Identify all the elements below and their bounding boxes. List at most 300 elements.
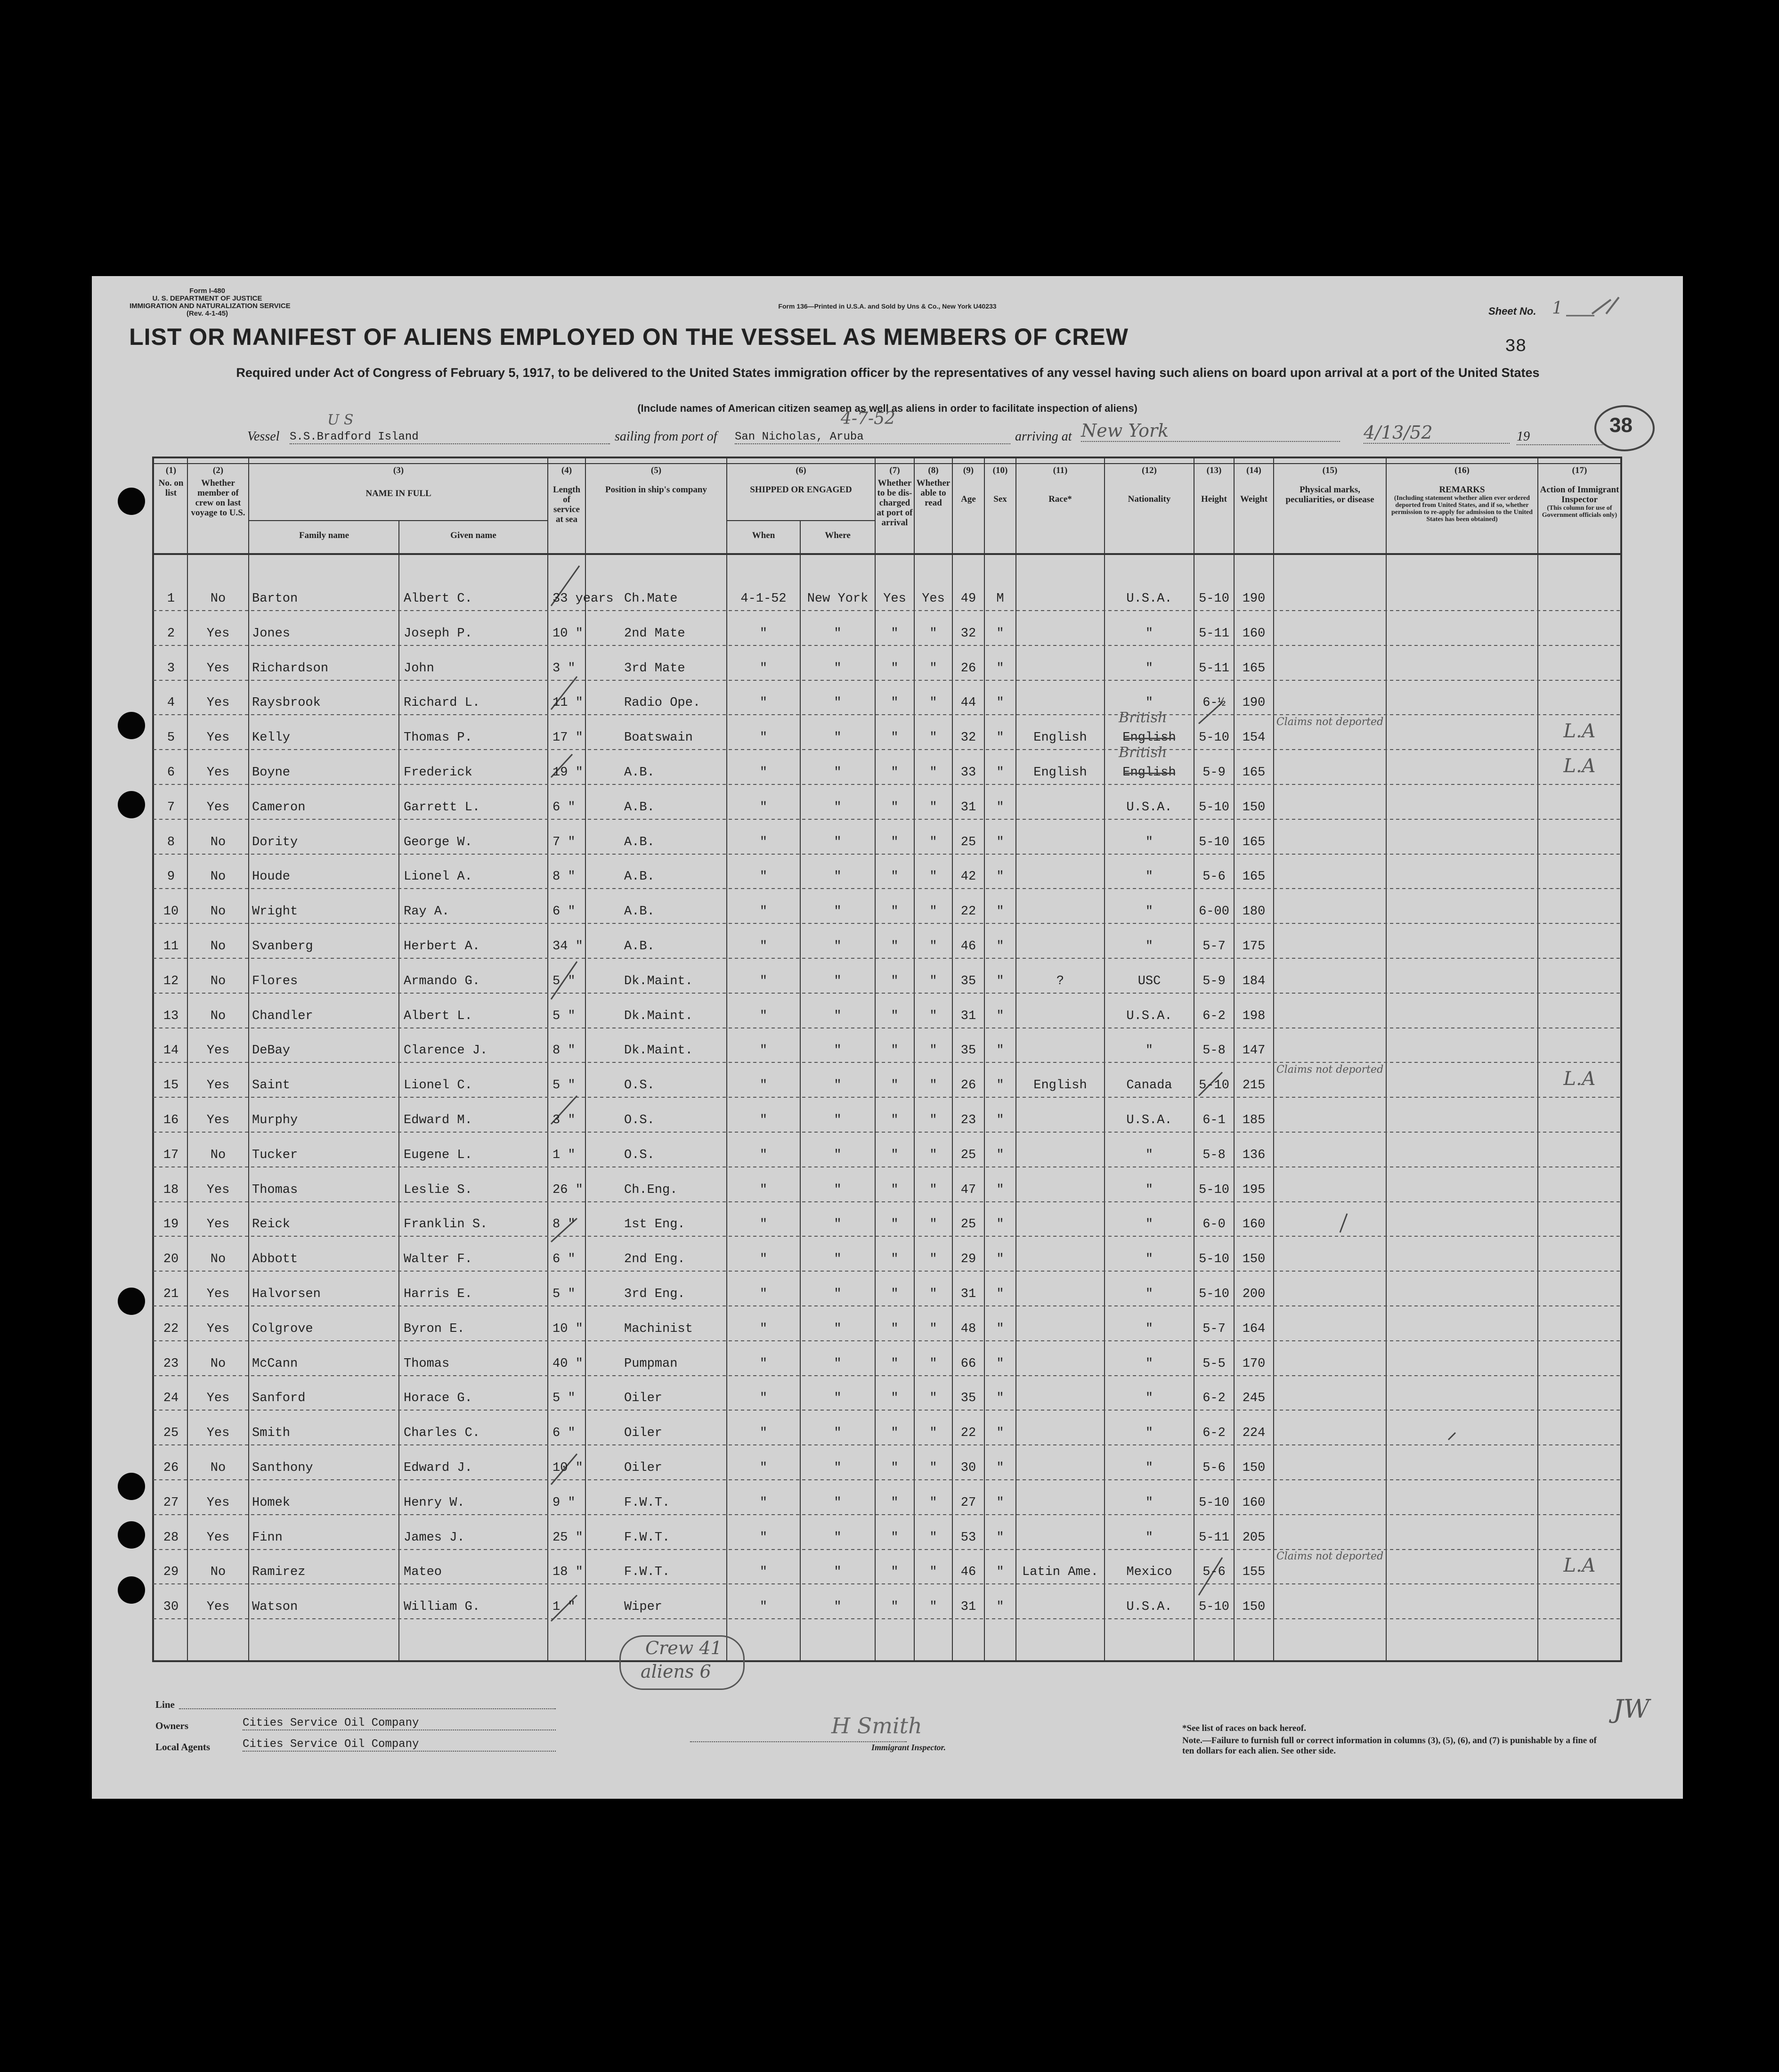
cell-shipped-when: " — [759, 1600, 768, 1615]
sailing-port: San Nicholas, Aruba — [735, 431, 1010, 444]
sailing-date-note: 4-7-52 — [841, 409, 895, 428]
cell-nationality: " — [1145, 696, 1154, 710]
cell-shipped-when: " — [759, 766, 768, 780]
cell-nationality: English — [1122, 731, 1176, 745]
cell-given-name: William G. — [404, 1600, 480, 1615]
cell-row-number: 22 — [163, 1322, 179, 1336]
cell-shipped-where: " — [834, 1217, 842, 1232]
cell-nationality: " — [1145, 1391, 1154, 1406]
cell-able-to-read: " — [929, 1426, 937, 1441]
cell-shipped-when: " — [759, 1044, 768, 1058]
fine-note: Note.—Failure to furnish full or correct information in columns (3), (5), (6), and (7) is punishable by a fine of ten dollars for each alien. See other side. — [1182, 1736, 1597, 1756]
cell-length-of-service: 1 " — [552, 1148, 576, 1162]
cell-previous-voyage: Yes — [206, 1495, 230, 1510]
cell-shipped-where: " — [834, 766, 842, 780]
cell-previous-voyage: No — [210, 870, 226, 884]
cell-family-name: Richardson — [252, 661, 329, 676]
col-header-5: (5) Position in ship's company — [605, 465, 707, 495]
cell-position: Dk.Maint. — [624, 1044, 693, 1058]
cell-row-number: 19 — [163, 1217, 179, 1232]
cell-sex: " — [996, 1461, 1004, 1475]
cell-family-name: Raysbrook — [252, 696, 321, 710]
cell-row-number: 6 — [167, 766, 175, 780]
cell-shipped-where: " — [834, 1009, 842, 1023]
cell-shipped-when: " — [759, 800, 768, 815]
cell-able-to-read: " — [929, 1113, 937, 1127]
cell-shipped-when: " — [759, 1009, 768, 1023]
cell-able-to-read: " — [929, 1461, 937, 1475]
agency-name: U. S. DEPARTMENT OF JUSTICE — [152, 294, 262, 302]
col-header-12: (12) Nationality — [1128, 465, 1171, 504]
cell-given-name: Ray A. — [404, 905, 450, 919]
cell-length-of-service: 6 " — [552, 905, 576, 919]
cell-weight: 224 — [1242, 1426, 1266, 1441]
cell-age: 23 — [960, 1113, 976, 1127]
cell-age: 32 — [960, 731, 976, 745]
cell-sex: " — [996, 1495, 1004, 1510]
cell-given-name: Horace G. — [404, 1391, 472, 1406]
cell-shipped-when: " — [759, 939, 768, 954]
cell-weight: 170 — [1242, 1356, 1266, 1371]
cell-length-of-service: 8 " — [552, 1044, 576, 1058]
cell-row-number: 25 — [163, 1426, 179, 1441]
cell-weight: 205 — [1242, 1530, 1266, 1545]
cell-height: 5-9 — [1202, 766, 1226, 780]
col-header-4: (4) Length of service at sea — [552, 465, 581, 524]
cell-length-of-service: 10 " — [552, 626, 583, 641]
cell-length-of-service: 10 " — [552, 1322, 583, 1336]
cell-sex: " — [996, 870, 1004, 884]
cell-race: English — [1033, 766, 1087, 780]
strikethrough-line — [1123, 773, 1175, 774]
cell-nationality: " — [1145, 1530, 1154, 1545]
col-header-given-name: Given name — [450, 530, 496, 540]
col-header-6: (6) SHIPPED OR ENGAGED — [750, 465, 852, 495]
cell-age: 48 — [960, 1322, 976, 1336]
cell-height: 5-10 — [1199, 1078, 1229, 1093]
cell-length-of-service: 18 " — [552, 1565, 583, 1580]
cell-row-number: 9 — [167, 870, 175, 884]
cell-family-name: Jones — [252, 626, 291, 641]
cell-shipped-where: " — [834, 1495, 842, 1510]
cell-length-of-service: 5 " — [552, 1078, 576, 1093]
cell-shipped-when: 4-1-52 — [740, 592, 787, 606]
cell-discharged: " — [891, 1044, 899, 1058]
cell-discharged: " — [891, 1391, 899, 1406]
cell-sex: " — [996, 974, 1004, 988]
cell-position: O.S. — [624, 1078, 655, 1093]
cell-discharged: " — [891, 1252, 899, 1267]
cell-shipped-where: " — [834, 800, 842, 815]
cell-age: 31 — [960, 1009, 976, 1023]
cell-sex: " — [996, 1252, 1004, 1267]
cell-position: A.B. — [624, 905, 655, 919]
cell-row-number: 14 — [163, 1044, 179, 1058]
arriving-port: New York — [1081, 420, 1340, 442]
cell-position: A.B. — [624, 766, 655, 780]
inspector-signature: H Smith — [831, 1713, 922, 1738]
cell-nationality: U.S.A. — [1126, 800, 1172, 815]
cell-height: 5-8 — [1202, 1148, 1226, 1162]
col-header-1: (1) No. on list — [158, 465, 184, 498]
cell-shipped-where: " — [834, 974, 842, 988]
cell-shipped-where: " — [834, 1426, 842, 1441]
crew-count-note: Crew 41 — [645, 1638, 722, 1658]
cell-family-name: Halvorsen — [252, 1287, 321, 1301]
cell-age: 25 — [960, 835, 976, 849]
cell-height: 5-11 — [1199, 661, 1229, 676]
cell-nationality: " — [1145, 1183, 1154, 1197]
cell-position: Ch.Eng. — [624, 1183, 678, 1197]
cell-nationality: " — [1145, 1461, 1154, 1475]
circled-number: 38 — [1609, 414, 1633, 437]
cell-nationality: U.S.A. — [1126, 592, 1172, 606]
cell-shipped-when: " — [759, 696, 768, 710]
cell-physical-marks: Claims not deported — [1276, 1550, 1384, 1563]
cell-able-to-read: " — [929, 1252, 937, 1267]
cell-position: Radio Ope. — [624, 696, 701, 710]
cell-height: 6-2 — [1202, 1426, 1226, 1441]
cell-length-of-service: 40 " — [552, 1356, 583, 1371]
cell-position: O.S. — [624, 1148, 655, 1162]
cell-age: 29 — [960, 1252, 976, 1267]
cell-sex: " — [996, 1183, 1004, 1197]
cell-discharged: " — [891, 974, 899, 988]
cell-length-of-service: 3 " — [552, 661, 576, 676]
cell-previous-voyage: Yes — [206, 1044, 230, 1058]
cell-able-to-read: " — [929, 939, 937, 954]
cell-previous-voyage: No — [210, 1565, 226, 1580]
cell-age: 46 — [960, 939, 976, 954]
cell-shipped-when: " — [759, 1113, 768, 1127]
cell-shipped-where: " — [834, 905, 842, 919]
cell-shipped-when: " — [759, 1530, 768, 1545]
cell-given-name: Edward J. — [404, 1461, 472, 1475]
cell-given-name: Thomas P. — [404, 731, 472, 745]
cell-shipped-where: " — [834, 696, 842, 710]
cell-height: 5-10 — [1199, 1600, 1229, 1615]
cell-height: 5-10 — [1199, 1287, 1229, 1301]
strikethrough-line — [1123, 738, 1175, 739]
form-note: (Include names of American citizen seamen as well as aliens in order to facilitate inspection of aliens) — [637, 402, 1137, 414]
cell-sex: " — [996, 1217, 1004, 1232]
cell-length-of-service: 17 " — [552, 731, 583, 745]
cell-shipped-where: New York — [807, 592, 869, 606]
cell-family-name: Boyne — [252, 766, 291, 780]
cell-weight: 215 — [1242, 1078, 1266, 1093]
cell-row-number: 1 — [167, 592, 175, 606]
cell-previous-voyage: No — [210, 592, 226, 606]
cell-sex: " — [996, 835, 1004, 849]
cell-height: 5-8 — [1202, 1044, 1226, 1058]
cell-given-name: Harris E. — [404, 1287, 472, 1301]
cell-position: Oiler — [624, 1461, 663, 1475]
cell-nationality: " — [1145, 1252, 1154, 1267]
cell-given-name: Clarence J. — [404, 1044, 488, 1058]
service-name: IMMIGRATION AND NATURALIZATION SERVICE — [130, 302, 291, 310]
cell-row-number: 12 — [163, 974, 179, 988]
cell-discharged: " — [891, 1217, 899, 1232]
cell-age: 22 — [960, 1426, 976, 1441]
cell-shipped-where: " — [834, 1078, 842, 1093]
cell-physical-marks: Claims not deported — [1276, 716, 1384, 728]
cell-nationality: " — [1145, 1356, 1154, 1371]
col-header-11: (11) Race* — [1048, 465, 1072, 504]
cell-weight: 185 — [1242, 1113, 1266, 1127]
cell-able-to-read: " — [929, 1495, 937, 1510]
cell-discharged: " — [891, 1426, 899, 1441]
cell-length-of-service: 6 " — [552, 1426, 576, 1441]
cell-given-name: Richard L. — [404, 696, 480, 710]
cell-nationality: " — [1145, 870, 1154, 884]
stamp-number: 38 — [1505, 336, 1527, 357]
cell-position: O.S. — [624, 1113, 655, 1127]
col-header-10: (10) Sex — [992, 465, 1008, 504]
cell-weight: 184 — [1242, 974, 1266, 988]
cell-family-name: Reick — [252, 1217, 291, 1232]
cell-sex: " — [996, 1356, 1004, 1371]
cell-row-number: 21 — [163, 1287, 179, 1301]
cell-length-of-service: 19 " — [552, 766, 583, 780]
cell-row-number: 13 — [163, 1009, 179, 1023]
cell-height: 5-11 — [1199, 626, 1229, 641]
cell-previous-voyage: No — [210, 1252, 226, 1267]
cell-nationality: " — [1145, 1217, 1154, 1232]
cell-nationality: " — [1145, 1322, 1154, 1336]
form-subtitle: Required under Act of Congress of February 5, 1917, to be delivered to the United States immigration officer by the representatives of any vessel having such aliens on board upon arrival at a port of the United States — [236, 366, 1540, 380]
cell-able-to-read: " — [929, 1391, 937, 1406]
cell-given-name: Joseph P. — [404, 626, 472, 641]
cell-able-to-read: " — [929, 1565, 937, 1580]
col-header-2: (2) Whether member of crew on last voyage to U.S. — [191, 465, 245, 518]
cell-shipped-when: " — [759, 905, 768, 919]
cell-height: 5-11 — [1199, 1530, 1229, 1545]
cell-shipped-where: " — [834, 1391, 842, 1406]
cell-position: F.W.T. — [624, 1530, 670, 1545]
cell-discharged: " — [891, 1078, 899, 1093]
cell-shipped-when: " — [759, 835, 768, 849]
cell-sex: " — [996, 939, 1004, 954]
cell-given-name: James J. — [404, 1530, 465, 1545]
cell-weight: 150 — [1242, 1600, 1266, 1615]
cell-position: Wiper — [624, 1600, 663, 1615]
cell-nationality: USC — [1137, 974, 1161, 988]
cell-row-number: 23 — [163, 1356, 179, 1371]
cell-able-to-read: " — [929, 731, 937, 745]
vessel-name: S.S.Bradford Island — [290, 431, 610, 444]
cell-length-of-service: 1 " — [552, 1600, 576, 1615]
cell-age: 66 — [960, 1356, 976, 1371]
cell-nationality: Canada — [1126, 1078, 1172, 1093]
cell-shipped-when: " — [759, 1495, 768, 1510]
cell-position: Boatswain — [624, 731, 693, 745]
alien-count-note: aliens 6 — [641, 1661, 711, 1682]
cell-position: Pumpman — [624, 1356, 678, 1371]
cell-weight: 150 — [1242, 800, 1266, 815]
cell-shipped-where: " — [834, 1322, 842, 1336]
cell-age: 25 — [960, 1217, 976, 1232]
cell-able-to-read: " — [929, 1217, 937, 1232]
cell-discharged: " — [891, 1322, 899, 1336]
cell-nationality: U.S.A. — [1126, 1600, 1172, 1615]
cell-height: 5-6 — [1202, 1565, 1226, 1580]
races-note: *See list of races on back hereof. — [1182, 1723, 1306, 1733]
cell-sex: " — [996, 1078, 1004, 1093]
cell-given-name: Lionel C. — [404, 1078, 472, 1093]
cell-given-name: Walter F. — [404, 1252, 472, 1267]
cell-discharged: " — [891, 800, 899, 815]
cell-shipped-when: " — [759, 1252, 768, 1267]
form-number: Form I-480 — [189, 287, 225, 295]
cell-previous-voyage: Yes — [206, 626, 230, 641]
cell-shipped-where: " — [834, 661, 842, 676]
cell-given-name: Armando G. — [404, 974, 480, 988]
cell-row-number: 16 — [163, 1113, 179, 1127]
cell-able-to-read: " — [929, 626, 937, 641]
cell-able-to-read: " — [929, 696, 937, 710]
cell-height: 6-00 — [1199, 905, 1229, 919]
cell-age: 53 — [960, 1530, 976, 1545]
cell-previous-voyage: Yes — [206, 696, 230, 710]
cell-nationality: " — [1145, 661, 1154, 676]
cell-discharged: " — [891, 1600, 899, 1615]
cell-sex: " — [996, 1009, 1004, 1023]
cell-position: F.W.T. — [624, 1565, 670, 1580]
cell-previous-voyage: No — [210, 1009, 226, 1023]
corner-initials: JW — [1613, 1694, 1650, 1724]
cell-able-to-read: " — [929, 835, 937, 849]
cell-shipped-when: " — [759, 1217, 768, 1232]
cell-inspector-action: L.A — [1563, 1068, 1596, 1090]
print-line: Form 136—Printed in U.S.A. and Sold by Uns & Co., New York U40233 — [778, 302, 997, 310]
cell-previous-voyage: Yes — [206, 1113, 230, 1127]
cell-height: 5-10 — [1199, 731, 1229, 745]
cell-length-of-service: 3 " — [552, 1113, 576, 1127]
cell-length-of-service: 5 " — [552, 1391, 576, 1406]
cell-given-name: Henry W. — [404, 1495, 465, 1510]
cell-sex: " — [996, 696, 1004, 710]
cell-weight: 164 — [1242, 1322, 1266, 1336]
cell-sex: " — [996, 1322, 1004, 1336]
cell-family-name: Chandler — [252, 1009, 313, 1023]
cell-height: 6-0 — [1202, 1217, 1226, 1232]
form-revision: (Rev. 4-1-45) — [186, 310, 228, 318]
cell-discharged: " — [891, 696, 899, 710]
cell-length-of-service: 11 " — [552, 696, 583, 710]
cell-weight: 180 — [1242, 905, 1266, 919]
cell-position: A.B. — [624, 870, 655, 884]
cell-height: 5-9 — [1202, 974, 1226, 988]
col-header-7: (7) Whether to be dis-charged at port of arrival — [877, 465, 913, 528]
cell-height: 5-10 — [1199, 800, 1229, 815]
cell-row-number: 17 — [163, 1148, 179, 1162]
cell-discharged: " — [891, 661, 899, 676]
cell-race: English — [1033, 731, 1087, 745]
cell-family-name: McCann — [252, 1356, 298, 1371]
cell-row-number: 4 — [167, 696, 175, 710]
cell-nationality: U.S.A. — [1126, 1009, 1172, 1023]
cell-given-name: Eugene L. — [404, 1148, 472, 1162]
cell-sex: " — [996, 626, 1004, 641]
col-header-16: (16) REMARKS (Including statement whether alien ever ordered deported from United States, and if so, whether permission to re-apply for admission to the United States has been obtained) — [1391, 465, 1533, 523]
cell-discharged: " — [891, 1495, 899, 1510]
cell-race: English — [1033, 1078, 1087, 1093]
cell-length-of-service: 8 " — [552, 1217, 576, 1232]
col-header-13: (13) Height — [1201, 465, 1227, 504]
cell-age: 49 — [960, 592, 976, 606]
cell-given-name: Edward M. — [404, 1113, 472, 1127]
cell-nationality: " — [1145, 939, 1154, 954]
cell-given-name: Garrett L. — [404, 800, 480, 815]
cell-shipped-when: " — [759, 1391, 768, 1406]
cell-previous-voyage: Yes — [206, 1217, 230, 1232]
cell-age: 33 — [960, 766, 976, 780]
cell-able-to-read: " — [929, 1322, 937, 1336]
cell-family-name: Cameron — [252, 800, 306, 815]
cell-previous-voyage: Yes — [206, 1078, 230, 1093]
cell-family-name: Santhony — [252, 1461, 313, 1475]
cell-given-name: George W. — [404, 835, 472, 849]
cell-length-of-service: 5 " — [552, 974, 576, 988]
cell-previous-voyage: Yes — [206, 1426, 230, 1441]
cell-sex: M — [996, 592, 1004, 606]
cell-row-number: 24 — [163, 1391, 179, 1406]
inspector-signature-line — [690, 1741, 907, 1742]
cell-shipped-when: " — [759, 731, 768, 745]
cell-sex: " — [996, 1287, 1004, 1301]
cell-row-number: 10 — [163, 905, 179, 919]
cell-previous-voyage: Yes — [206, 800, 230, 815]
cell-shipped-when: " — [759, 1461, 768, 1475]
cell-shipped-where: " — [834, 835, 842, 849]
cell-shipped-where: " — [834, 1148, 842, 1162]
cell-position: 2nd Eng. — [624, 1252, 685, 1267]
cell-weight: 195 — [1242, 1183, 1266, 1197]
cell-row-number: 5 — [167, 731, 175, 745]
col-header-15: (15) Physical marks, peculiarities, or disease — [1285, 465, 1374, 505]
cell-position: 3rd Mate — [624, 661, 685, 676]
cell-shipped-when: " — [759, 870, 768, 884]
cell-nationality: " — [1145, 1426, 1154, 1441]
cell-row-number: 11 — [163, 939, 179, 954]
cell-shipped-where: " — [834, 1113, 842, 1127]
cell-sex: " — [996, 1426, 1004, 1441]
cell-weight: 160 — [1242, 626, 1266, 641]
cell-discharged: " — [891, 1530, 899, 1545]
cell-position: Dk.Maint. — [624, 1009, 693, 1023]
cell-sex: " — [996, 905, 1004, 919]
cell-family-name: Wright — [252, 905, 298, 919]
cell-age: 47 — [960, 1183, 976, 1197]
cell-weight: 150 — [1242, 1461, 1266, 1475]
cell-age: 25 — [960, 1148, 976, 1162]
line-label: Line — [155, 1699, 175, 1710]
cell-age: 26 — [960, 1078, 976, 1093]
cell-previous-voyage: No — [210, 835, 226, 849]
cell-position: A.B. — [624, 800, 655, 815]
cell-shipped-where: " — [834, 1461, 842, 1475]
cell-length-of-service: 9 " — [552, 1495, 576, 1510]
cell-family-name: Kelly — [252, 731, 291, 745]
cell-able-to-read: " — [929, 974, 937, 988]
cell-height: 5-7 — [1202, 1322, 1226, 1336]
cell-discharged: " — [891, 1356, 899, 1371]
cell-able-to-read: " — [929, 661, 937, 676]
cell-given-name: Herbert A. — [404, 939, 480, 954]
cell-position: 1st Eng. — [624, 1217, 685, 1232]
vessel-note: U S — [327, 412, 354, 428]
col-header-9: (9) Age — [961, 465, 976, 504]
